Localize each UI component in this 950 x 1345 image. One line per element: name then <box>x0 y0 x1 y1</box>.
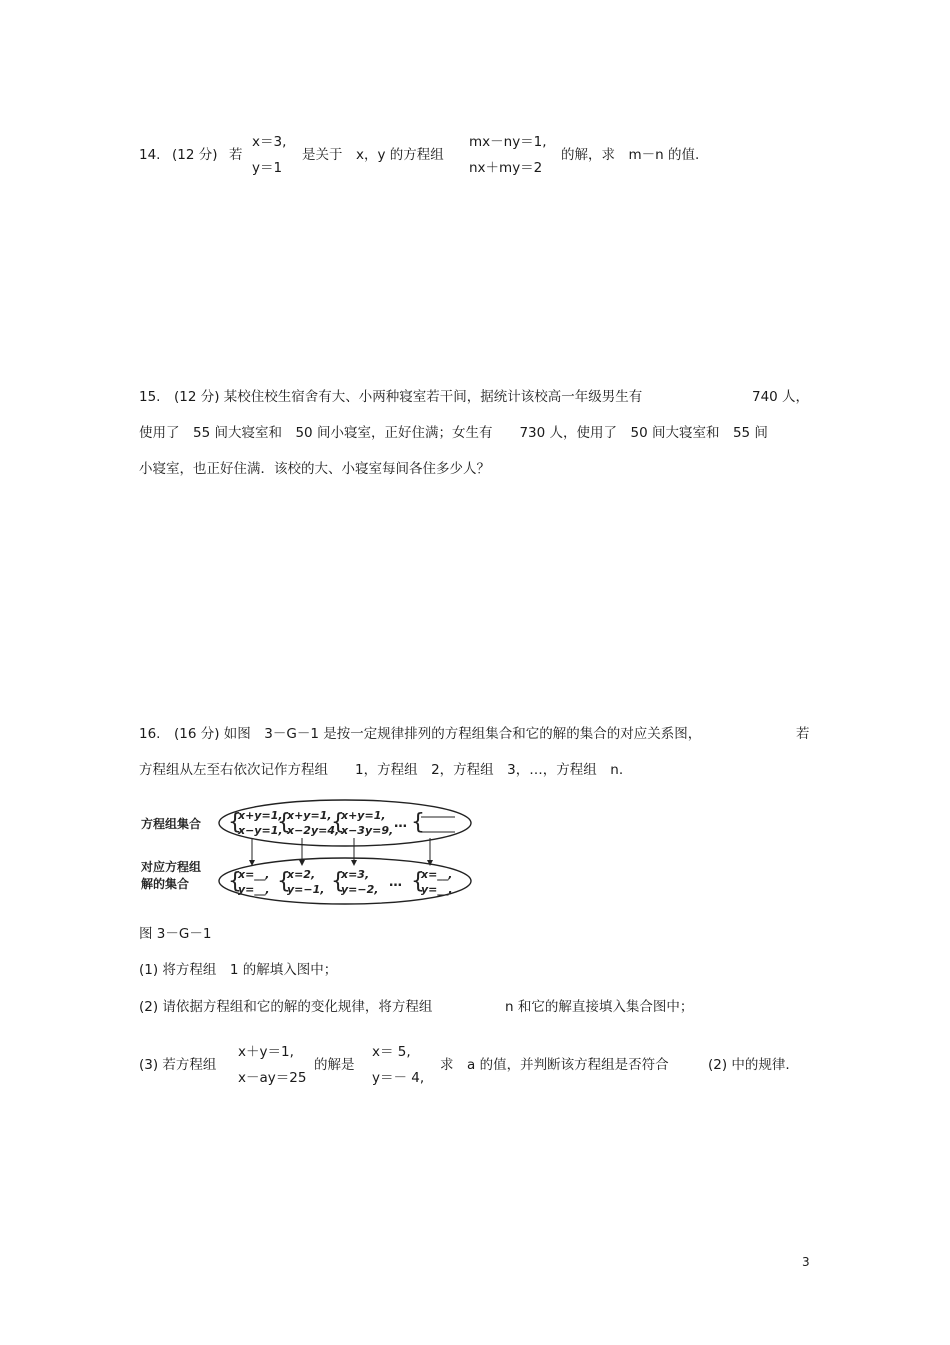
q15-line-2: 使用了 55 间大寝室和 50 间小寝室，正好住满；女生有 730 人，使用了 50 间大寝室和 55 间 <box>139 425 768 441</box>
system-1-eq-2: x−y=1, <box>238 824 283 837</box>
q16-line-2: 方程组从左至右依次记作方程组 1，方程组 2，方程组 3，…，方程组 n. <box>139 762 624 778</box>
q15-line-1-end: 740 人， <box>752 389 810 405</box>
q16-part-3-solution-y: y＝－ 4, <box>372 1070 425 1086</box>
solution-2-y: y=−1, <box>287 883 325 896</box>
q15-line-3: 小寝室，也正好住满．该校的大、小寝室每间各住多少人？ <box>139 461 490 477</box>
brace-icon: { <box>411 869 425 894</box>
solution-1-y: y=__, <box>238 883 270 896</box>
equation-set-ellipsis: … <box>394 816 407 831</box>
equation-set-label: 方程组集合 <box>141 817 202 831</box>
solution-3-y: y=−2, <box>341 883 379 896</box>
brace-icon: { <box>228 869 242 894</box>
solution-2 <box>277 868 324 896</box>
q16-part-2-end: n 和它的解直接填入集合图中； <box>505 999 694 1015</box>
figure-caption: 图 3－G－1 <box>139 926 212 942</box>
system-1-eq-1: x+y=1, <box>238 809 283 822</box>
q16-part-3-tail-end: (2) 中的规律. <box>708 1057 790 1073</box>
q16-part-2: (2) 请依据方程组和它的解的变化规律，将方程组 <box>139 999 433 1015</box>
equation-set-ellipse <box>219 800 471 846</box>
brace-icon: { <box>277 869 291 894</box>
q14-points: (12 分) <box>172 147 218 163</box>
q16-part-3-equation-2: x－ay＝25 <box>238 1070 307 1086</box>
q16-part-3-solution-x: x＝ 5, <box>372 1044 411 1060</box>
solution-1-x: x=__, <box>238 868 270 881</box>
solution-set-label-line-1: 对应方程组 <box>141 860 202 874</box>
solution-2-x: x=2, <box>287 868 316 881</box>
q14-equation-1: mx－ny＝1, <box>469 134 547 150</box>
q14-equation-2: nx＋my＝2 <box>469 160 543 176</box>
brace-icon: { <box>228 810 242 835</box>
system-3-eq-2: x−3y=9, <box>341 824 394 837</box>
q16-part-1: (1) 将方程组 1 的解填入图中； <box>139 962 338 978</box>
system-2-eq-2: x−2y=4, <box>287 824 340 837</box>
solution-n <box>411 868 453 896</box>
solution-n-y: y=__. <box>421 883 453 896</box>
diagram-svg <box>139 795 479 910</box>
solution-set-ellipse <box>219 858 471 904</box>
system-3-eq-1: x+y=1, <box>341 809 386 822</box>
solution-1 <box>228 868 270 896</box>
q14-middle-text: 是关于 x，y 的方程组 <box>302 147 444 163</box>
q14-solution-y: y＝1 <box>252 160 283 176</box>
solution-3-x: x=3, <box>341 868 370 881</box>
solution-set-label-line-2: 解的集合 <box>141 877 190 891</box>
solution-set-ellipsis: … <box>389 875 402 890</box>
q14-number: 14. <box>139 147 161 163</box>
equation-system-1 <box>228 809 283 837</box>
brace-icon: { <box>277 810 291 835</box>
q14-solution-x: x＝3, <box>252 134 287 150</box>
q15-line-1: 15. (12 分) 某校住校生宿舍有大、小两种寝室若干间，据统计该校高一年级男生有 <box>139 389 643 405</box>
solution-n-x: x=__, <box>421 868 453 881</box>
set-correspondence-diagram <box>139 795 479 910</box>
q16-part-3-tail: 求 a 的值，并判断该方程组是否符合 <box>440 1057 669 1073</box>
q16-part-3-middle: 的解是 <box>314 1057 355 1073</box>
brace-icon: { <box>331 810 345 835</box>
q16-part-3-equation-1: x＋y＝1, <box>238 1044 294 1060</box>
page-number: 3 <box>802 1255 810 1269</box>
q16-line-1-end: 若 <box>796 726 810 742</box>
solution-3 <box>331 868 378 896</box>
brace-icon: { <box>411 810 425 835</box>
q14-ruo: 若 <box>229 147 243 163</box>
q16-line-1: 16. (16 分) 如图 3－G－1 是按一定规律排列的方程组集合和它的解的集合的对应关系图， <box>139 726 702 742</box>
system-2-eq-1: x+y=1, <box>287 809 332 822</box>
equation-system-3 <box>331 809 393 837</box>
q14-tail-text: 的解，求 m－n 的值. <box>561 147 700 163</box>
brace-icon: { <box>331 869 345 894</box>
equation-system-n-blank <box>411 810 455 835</box>
q16-part-3-label: (3) 若方程组 <box>139 1057 217 1073</box>
equation-system-2 <box>277 809 339 837</box>
